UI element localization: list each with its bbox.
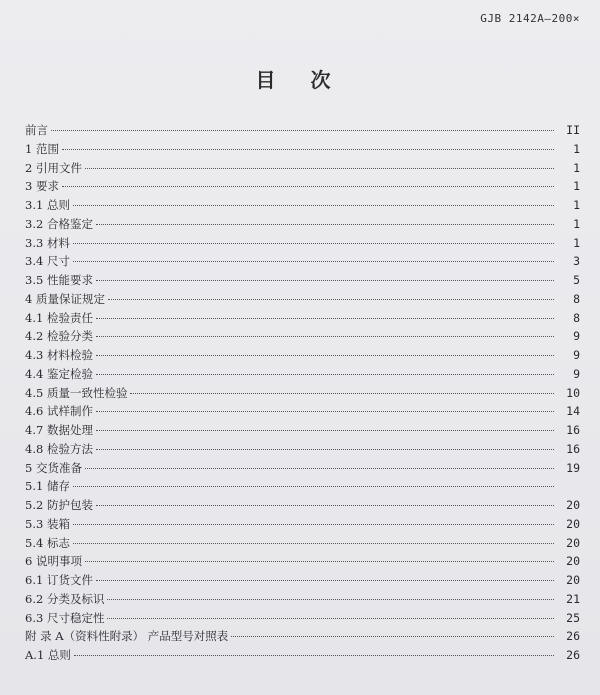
toc-dot-leader: [231, 636, 554, 637]
toc-dot-leader: [96, 411, 554, 412]
toc-dot-leader: [85, 468, 554, 469]
toc-entry-label: 3.3 材料: [25, 235, 70, 250]
toc-entry-page: II: [566, 123, 580, 137]
toc-entry-label: 2 引用文件: [25, 160, 82, 175]
toc-dot-leader: [73, 205, 554, 206]
toc-dot-leader: [96, 374, 554, 375]
toc-entry-label: 6 说明事项: [25, 554, 82, 569]
document-number: GJB 2142A—200×: [480, 12, 580, 25]
toc-entry: [25, 252, 580, 271]
toc-dot-leader: [96, 505, 554, 506]
toc-entry-page: 20: [566, 498, 580, 512]
toc-entry-page: 5: [573, 273, 580, 287]
toc-entry: [25, 309, 580, 328]
toc-entry-page: 8: [573, 310, 580, 325]
toc-entry: [25, 177, 580, 196]
toc-entry-page: 16: [566, 423, 580, 437]
toc-entry-label: 4.8 检验方法: [25, 441, 93, 456]
toc-entry-label: 3.2 合格鉴定: [25, 216, 93, 231]
toc-entry-label: 5.4 标志: [25, 535, 70, 550]
toc-entry: [25, 477, 580, 496]
toc-dot-leader: [96, 449, 554, 450]
toc-dot-leader: [62, 186, 554, 187]
toc-entry-label: 4.6 试样制作: [25, 404, 93, 419]
toc-entry-label: 6.1 订货文件: [25, 573, 93, 587]
toc-entry-page: 1: [573, 235, 580, 250]
toc-dot-leader: [51, 130, 554, 131]
toc-entry-page: 14: [566, 404, 580, 419]
toc-entry: [25, 140, 580, 159]
toc-dot-leader: [96, 224, 554, 225]
toc-entry: [25, 646, 580, 665]
toc-entry-page: 1: [573, 198, 580, 212]
toc-entry-label: 4.1 检验责任: [25, 310, 93, 325]
toc-entry-label: 5.2 防护包装: [25, 498, 93, 512]
toc-entry: [25, 496, 580, 515]
toc-entry-page: 9: [573, 348, 580, 362]
toc-dot-leader: [108, 299, 554, 300]
toc-entry: [25, 271, 580, 290]
toc-entry-label: 4.7 数据处理: [25, 423, 93, 437]
toc-entry-label: 3.4 尺寸: [25, 254, 70, 269]
toc-entry-page: 1: [573, 141, 580, 156]
toc-entry-label: 6.3 尺寸稳定性: [25, 610, 105, 625]
toc-entry-page: 20: [566, 573, 580, 587]
toc-entry-label: 3 要求: [25, 179, 59, 194]
toc-entry-page: 1: [573, 216, 580, 231]
toc-entry: [25, 215, 580, 234]
toc-entry-label: 4.4 鉴定检验: [25, 366, 93, 381]
toc-entry-label: 4.2 检验分类: [25, 329, 93, 344]
toc-entry: [25, 234, 580, 253]
toc-entry-page: 20: [566, 535, 580, 550]
toc-entry: [25, 346, 580, 365]
page-title: 目 次: [255, 68, 345, 92]
toc-entry-label: 4 质量保证规定: [25, 291, 105, 306]
toc-entry: [25, 534, 580, 553]
toc-dot-leader: [130, 393, 554, 394]
toc-dot-leader: [96, 355, 554, 356]
toc-entry-page: 26: [566, 648, 580, 662]
toc-entry-label: 5.3 装箱: [25, 516, 70, 531]
toc-entry-label: 3.5 性能要求: [25, 273, 93, 287]
toc-entry-page: 16: [566, 441, 580, 456]
toc-entry: [25, 627, 580, 646]
toc-entry-page: 10: [566, 385, 580, 400]
toc-dot-leader: [96, 336, 554, 337]
toc-entry-label: 4.5 质量一致性检验: [25, 385, 128, 400]
toc-entry-label: 4.3 材料检验: [25, 348, 93, 362]
toc-dot-leader: [73, 243, 554, 244]
toc-dot-leader: [96, 580, 554, 581]
toc-entry: [25, 590, 580, 609]
toc-entry-label: 3.1 总则: [25, 198, 70, 212]
toc-entry-page: 20: [566, 554, 580, 569]
toc-entry: [25, 402, 580, 421]
toc-entry-page: 8: [573, 291, 580, 306]
toc-entry: [25, 440, 580, 459]
toc-dot-leader: [85, 561, 554, 562]
toc-entry: [25, 384, 580, 403]
toc-dot-leader: [96, 280, 554, 281]
toc-entry-label: 附 录 A（资料性附录） 产品型号对照表: [25, 629, 229, 644]
toc-entry-page: 25: [566, 610, 580, 625]
toc-entry-page: 3: [573, 254, 580, 269]
toc-entry-page: 9: [573, 329, 580, 344]
toc-entry-label: 前言: [25, 123, 48, 137]
toc-entry-label: 6.2 分类及标识: [25, 591, 105, 606]
toc-entry: [25, 459, 580, 478]
toc-entry: [25, 609, 580, 628]
toc-entry: [25, 365, 580, 384]
toc-entry: [25, 290, 580, 309]
toc-dot-leader: [74, 655, 554, 656]
toc-entry: [25, 159, 580, 178]
toc-entry-page: 1: [573, 179, 580, 194]
toc-entry: [25, 121, 580, 140]
toc-entry: [25, 327, 580, 346]
toc-dot-leader: [96, 318, 554, 319]
toc-entry-page: 9: [573, 366, 580, 381]
toc-entry-page: 20: [566, 516, 580, 531]
toc-dot-leader: [107, 618, 554, 619]
toc-dot-leader: [62, 149, 554, 150]
toc-entry-label: 1 范围: [25, 141, 59, 156]
toc-entry-page: 26: [566, 629, 580, 644]
toc-entry-label: 5.1 储存: [25, 479, 70, 494]
toc-dot-leader: [96, 430, 554, 431]
toc-entry: [25, 515, 580, 534]
toc-entry-label: 5 交货准备: [25, 460, 82, 475]
toc-entry: [25, 571, 580, 590]
toc-entry-page: 19: [566, 460, 580, 475]
toc-dot-leader: [73, 543, 554, 544]
toc-dot-leader: [73, 261, 554, 262]
toc-dot-leader: [107, 599, 554, 600]
toc-entry-page: 1: [573, 160, 580, 175]
toc-entry: [25, 196, 580, 215]
toc-dot-leader: [73, 486, 554, 487]
toc-entry: [25, 552, 580, 571]
toc-dot-leader: [73, 524, 554, 525]
toc-dot-leader: [85, 168, 554, 169]
toc-entry-label: A.1 总则: [25, 648, 71, 662]
table-of-contents: [25, 121, 580, 665]
toc-entry: [25, 421, 580, 440]
toc-entry-page: 21: [566, 591, 580, 606]
